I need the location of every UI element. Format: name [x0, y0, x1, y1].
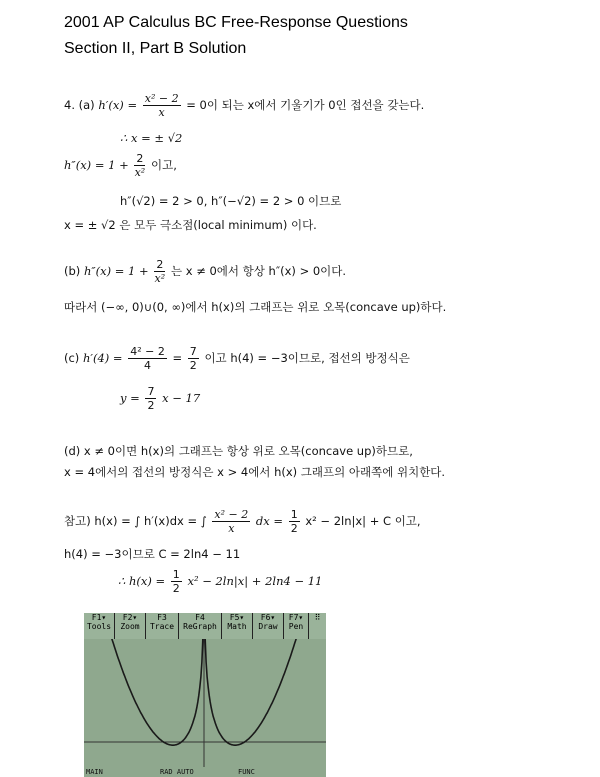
part-c-line-2 [120, 385, 200, 412]
frac-num: 7 [189, 345, 197, 358]
frac-num: 1 [290, 508, 298, 521]
part-a-line-5: x = ± √2 은 모두 극소점(local minimum) 이다. [64, 218, 317, 232]
tb-key: F7▾ [288, 613, 304, 622]
graph-plot [84, 639, 326, 767]
frac-num: 1 [172, 568, 180, 581]
frac-den: 2 [290, 522, 298, 535]
part-a-line-1 [64, 92, 424, 119]
toolbar-tools[interactable] [84, 613, 115, 639]
fraction [143, 92, 181, 119]
function-curve [84, 639, 326, 745]
status-mode: MAIN [86, 768, 103, 776]
part-d-line-1: (d) x ≠ 0이면 h(x)의 그래프는 항상 위로 오목(concave up)하므로, [64, 444, 413, 458]
part-d-line-2: x = 4에서의 접선의 방정식은 x > 4에서 h(x) 그래프의 아래쪽에 위치한다. [64, 465, 446, 479]
fraction [212, 508, 250, 535]
tb-key: F5▾ [229, 613, 245, 622]
part-a-line-4: h″(√2) = 2 > 0, h″(−√2) = 2 > 0 이므로 [120, 194, 342, 208]
part-b-line-2: 따라서 (−∞, 0)∪(0, ∞)에서 h(x)의 그래프는 위로 오목(concave up)하다. [64, 300, 447, 314]
tb-key: F1▾ [91, 613, 107, 622]
frac-num: x² − 2 [144, 92, 179, 105]
title-line-1: 2001 AP Calculus BC Free-Response Questions [64, 14, 408, 31]
frac-den: 2 [147, 399, 155, 412]
frac-den: x [228, 522, 235, 535]
fraction [188, 345, 199, 372]
tb-label: Zoom [120, 622, 140, 631]
toolbar-math[interactable] [222, 613, 253, 639]
frac-den: x² [134, 166, 146, 179]
part-a-l1-lhs: h′(x) = [98, 98, 138, 112]
note-l1-rest: x² − 2ln|x| + C 이고, [305, 514, 421, 528]
tb-key: F4 [195, 613, 205, 622]
note-line-2: h(4) = −3이므로 C = 2ln4 − 11 [64, 547, 241, 561]
fraction [128, 345, 167, 372]
tb-label: Tools [86, 622, 112, 631]
tb-key: ⠿ [314, 613, 321, 622]
tb-key: F3 [157, 613, 167, 622]
part-a-l3-lhs: h″(x) = 1 + [64, 158, 129, 172]
tb-label: Math [227, 622, 247, 631]
frac-den: 2 [189, 359, 197, 372]
toolbar-pen[interactable] [284, 613, 309, 639]
frac-num: 2 [156, 258, 164, 271]
frac-num: 7 [147, 385, 155, 398]
tb-key: F2▾ [122, 613, 138, 622]
frac-den: 4 [144, 359, 152, 372]
fraction [154, 258, 165, 285]
part-b-l1-rest: 는 x ≠ 0에서 항상 h″(x) > 0이다. [170, 264, 347, 278]
part-a-l3-rest: 이고, [151, 158, 177, 172]
frac-num: 2 [136, 152, 144, 165]
note-l1-mid: dx = [255, 514, 284, 528]
calculator-status-bar [84, 767, 326, 777]
toolbar-trace[interactable] [146, 613, 179, 639]
note-line-3 [118, 568, 322, 595]
part-b-label: (b) [64, 264, 81, 278]
note-l3-lhs: ∴ h(x) = [118, 574, 166, 588]
tb-key: F6▾ [260, 613, 276, 622]
fraction [134, 152, 145, 179]
title-line-2: Section II, Part B Solution [64, 40, 247, 57]
part-c-line-1 [64, 345, 410, 372]
toolbar-more[interactable] [309, 613, 326, 639]
frac-den: 2 [172, 582, 180, 595]
tb-label: ReGraph [183, 622, 217, 631]
part-c-l1-lhs: h′(4) = [82, 351, 123, 365]
tb-label: Draw [258, 622, 278, 631]
part-a-l1-rest: = 0이 되는 x에서 기울기가 0인 접선을 갖는다. [186, 98, 425, 112]
part-c-label: (c) [64, 351, 80, 365]
part-a-line-3 [64, 152, 177, 179]
tb-label: Trace [149, 622, 175, 631]
part-a-label: 4. (a) [64, 98, 95, 112]
fraction [289, 508, 300, 535]
part-c-l2-lhs: y = [120, 391, 140, 405]
toolbar-draw[interactable] [253, 613, 284, 639]
part-c-l2-rest: x − 17 [162, 391, 201, 405]
note-l3-rest: x² − 2ln|x| + 2ln4 − 11 [187, 574, 323, 588]
status-angle: RAD AUTO [160, 768, 194, 776]
part-b-l1-lhs: h″(x) = 1 + [83, 264, 149, 278]
part-b-line-1 [64, 258, 346, 285]
status-graph-type: FUNC [238, 768, 255, 776]
equals-sign: = [172, 351, 183, 365]
fraction [171, 568, 182, 595]
toolbar-zoom[interactable] [115, 613, 146, 639]
frac-num: x² − 2 [214, 508, 249, 521]
calculator-graph-screen [84, 613, 326, 777]
note-l1-lhs: 참고) h(x) = ∫ h′(x)dx = ∫ [64, 514, 207, 528]
frac-den: x [158, 106, 165, 119]
tb-label: Pen [288, 622, 304, 631]
frac-num: 4² − 2 [130, 345, 165, 358]
toolbar-regraph[interactable] [179, 613, 222, 639]
fraction [145, 385, 156, 412]
part-c-l1-rest: 이고 h(4) = −3이므로, 접선의 방정식은 [204, 351, 410, 365]
part-a-line-2: ∴ x = ± √2 [120, 131, 183, 145]
note-line-1 [64, 508, 421, 535]
frac-den: x² [154, 272, 166, 285]
